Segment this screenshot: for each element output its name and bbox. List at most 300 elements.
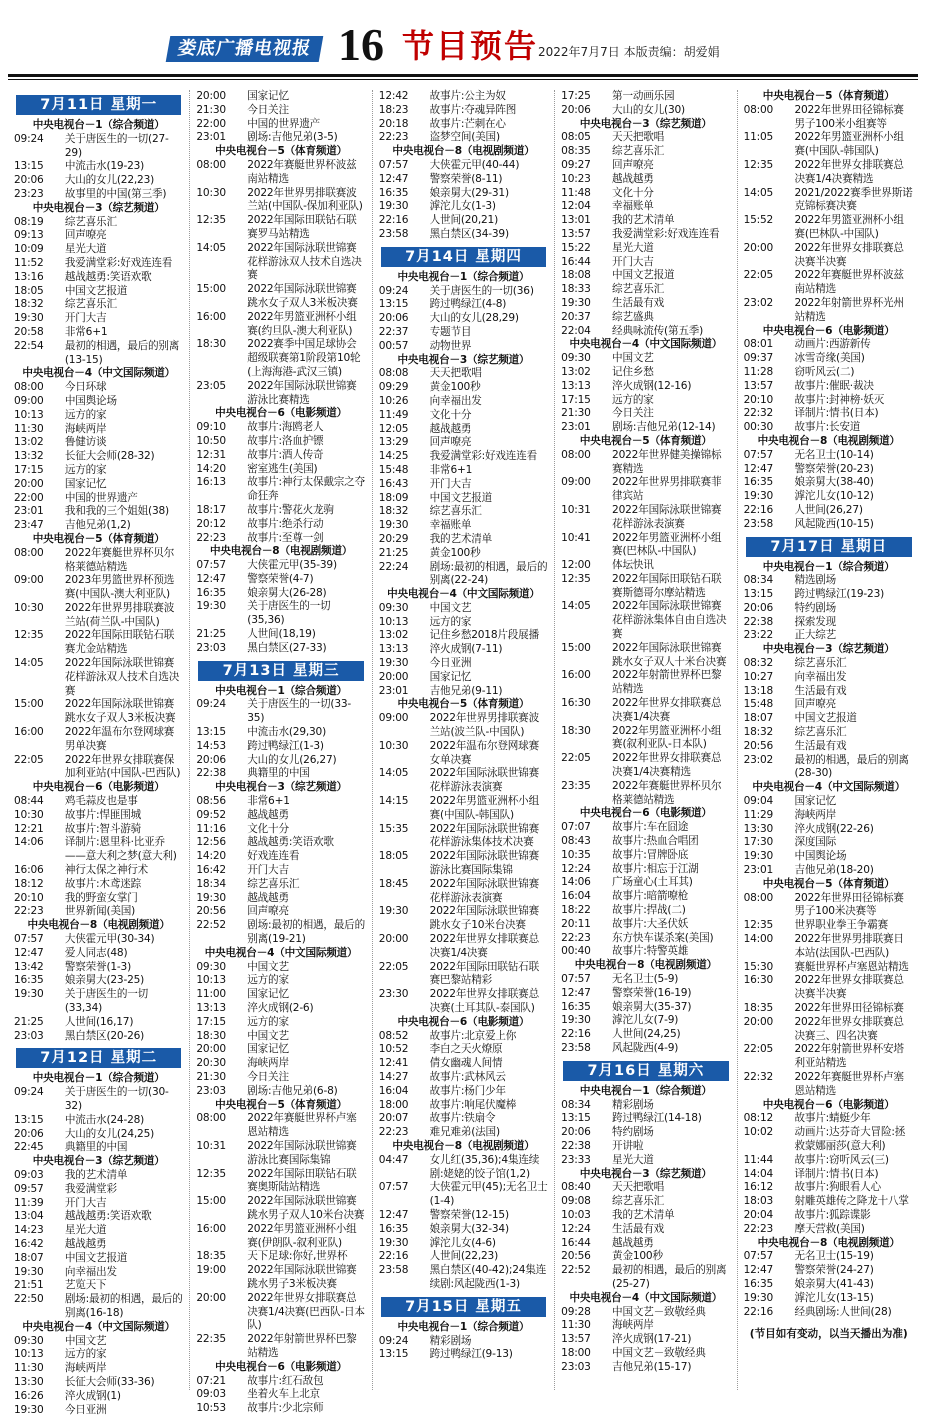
program-title: 故事片:大圣伏妖 xyxy=(612,917,689,930)
program-title: 无名卫士(15-19) xyxy=(794,1250,874,1263)
program-item xyxy=(561,131,730,145)
program-item xyxy=(379,1181,548,1209)
program-item xyxy=(561,669,730,697)
program-item xyxy=(744,864,914,878)
program-time: 08:00 xyxy=(14,546,44,559)
program-time: 07:57 xyxy=(14,933,44,946)
program-time: 15:48 xyxy=(743,698,774,711)
program-time: 22:16 xyxy=(378,1250,409,1263)
program-item xyxy=(14,961,183,975)
program-title: 大山的女儿(30) xyxy=(612,103,685,116)
program-title: 无名卫士(5-9) xyxy=(612,973,679,985)
program-title: 黑白禁区(27-33) xyxy=(247,641,327,654)
program-time: 12:47 xyxy=(378,1208,409,1221)
program-item xyxy=(196,1043,365,1057)
program-time: 12:35 xyxy=(561,572,591,585)
program-item xyxy=(379,173,548,187)
program-title: 剧场:吉他兄弟(6-8) xyxy=(247,1084,338,1097)
program-title: 回声嘹亮 xyxy=(429,436,472,449)
program-time: 11:44 xyxy=(743,1153,774,1166)
program-time: 11:05 xyxy=(743,131,774,144)
program-time: 08:00 xyxy=(196,1112,226,1125)
program-title: 越战越勇 xyxy=(247,891,289,904)
program-item xyxy=(196,518,365,532)
program-time: 20:11 xyxy=(561,917,591,930)
program-title: 我的艺术清单 xyxy=(64,1168,128,1181)
program-time: 10:31 xyxy=(196,1139,226,1152)
program-time: 16:04 xyxy=(378,1084,409,1097)
program-title: 远方的家 xyxy=(612,393,654,406)
program-item xyxy=(14,188,183,202)
program-item xyxy=(561,1042,730,1056)
program-item xyxy=(561,380,730,394)
program-title: 体坛快讯 xyxy=(612,559,654,572)
program-title: 中流击水(24-28) xyxy=(64,1113,145,1126)
program-item xyxy=(561,945,730,959)
program-title: 星光大道 xyxy=(612,241,654,254)
program-time: 20:00 xyxy=(196,90,226,102)
channel-heading: 中央电视台－5（体育频道） xyxy=(762,877,895,890)
program-item xyxy=(561,1319,730,1333)
program-time: 18:45 xyxy=(378,877,409,890)
program-title: 非常6+1 xyxy=(247,795,290,808)
program-title: 娘亲舅大(32-34) xyxy=(429,1222,509,1235)
program-item xyxy=(196,795,365,809)
program-time: 20:00 xyxy=(196,1291,226,1304)
program-time: 14:05 xyxy=(196,241,226,254)
program-time: 16:35 xyxy=(743,1277,774,1290)
program-title: 最初的相遇，最后的别离(25-27) xyxy=(612,1264,727,1290)
program-time: 20:10 xyxy=(743,393,774,406)
program-time: 18:07 xyxy=(14,1251,44,1264)
channel-heading: 中央电视台－4（中文国际频道） xyxy=(752,781,906,794)
program-title: 国家记忆 xyxy=(794,795,837,808)
program-time: 12:41 xyxy=(378,1057,409,1070)
program-item xyxy=(744,933,914,961)
program-title: 故事片:至尊一剑 xyxy=(247,531,324,544)
program-time: 13:02 xyxy=(14,436,44,449)
program-title: 开门大吉 xyxy=(64,1196,107,1209)
program-time: 14:05 xyxy=(14,657,44,670)
program-time: 15:00 xyxy=(561,641,591,654)
program-title: 故事片:红石敌包 xyxy=(247,1374,324,1387)
program-item xyxy=(561,104,730,118)
program-time: 22:23 xyxy=(378,1126,409,1139)
program-item xyxy=(561,228,730,242)
program-time: 08:01 xyxy=(743,338,774,351)
program-time: 20:00 xyxy=(378,670,409,683)
program-item xyxy=(744,809,914,823)
program-time: 11:30 xyxy=(561,1319,591,1332)
program-title: 2022年国际泳联世锦赛游泳比赛国际集锦 xyxy=(429,850,539,877)
program-title: 中流击水(19-23) xyxy=(64,160,145,173)
program-title: 精彩剧场 xyxy=(612,1098,654,1111)
program-item xyxy=(561,1237,730,1251)
program-time: 14:06 xyxy=(561,876,591,889)
program-title: 故事片:神行太保戴宗之夺命狂奔 xyxy=(247,476,365,503)
program-time: 12:42 xyxy=(378,90,409,102)
program-time: 22:16 xyxy=(561,1028,591,1041)
channel-heading: 中央电视台－1（综合频道） xyxy=(32,1072,165,1085)
program-item xyxy=(744,1209,914,1223)
program-item xyxy=(379,1264,548,1292)
program-title: 今日亚洲 xyxy=(429,657,472,670)
program-time: 12:24 xyxy=(561,862,591,875)
program-title: 经典剧场:人世间(28) xyxy=(794,1305,892,1318)
program-time: 23:01 xyxy=(743,864,774,877)
program-title: 故事片:智斗游骑 xyxy=(64,822,141,835)
program-time: 16:35 xyxy=(378,186,409,199)
program-time: 20:37 xyxy=(561,310,591,323)
program-time: 13:57 xyxy=(743,379,774,392)
program-item xyxy=(744,657,914,671)
program-item xyxy=(14,795,183,809)
program-time: 11:49 xyxy=(378,408,409,421)
program-title: 海峡两岸 xyxy=(64,1362,107,1375)
channel-heading: 中央电视台－3（综艺频道） xyxy=(215,781,348,794)
program-title: 人世间(26,27) xyxy=(794,503,863,516)
program-time: 15:30 xyxy=(743,960,774,973)
program-title: 大侠霍元甲(45);无名卫士(1-4) xyxy=(429,1181,548,1208)
schedule-columns xyxy=(8,90,920,1416)
program-title: 海峡两岸 xyxy=(64,422,107,435)
program-item xyxy=(196,823,365,837)
program-time: 12:35 xyxy=(743,919,774,932)
program-time: 22:32 xyxy=(743,407,774,420)
program-item xyxy=(14,340,183,368)
program-time: 09:00 xyxy=(378,712,409,725)
program-item xyxy=(196,919,365,947)
program-title: 我爱满堂彩:好戏连连看 xyxy=(64,256,173,269)
channel-heading: 中央电视台－4（中文国际频道） xyxy=(22,1320,176,1333)
program-title: 2022年男篮亚洲杯小组赛(巴林队-中国队) xyxy=(612,531,722,558)
program-time: 08:44 xyxy=(14,795,44,808)
program-title: 特约剧场 xyxy=(612,1126,654,1139)
program-title: 故事片:悍匪围城 xyxy=(64,808,141,821)
program-item xyxy=(14,823,183,837)
program-item xyxy=(379,104,548,118)
program-item xyxy=(196,1388,365,1402)
program-time: 08:19 xyxy=(14,215,44,228)
program-title: 风起陇西(10-15) xyxy=(794,517,874,530)
program-title: 2022年国际泳联世锦赛花样游泳集体技术决赛 xyxy=(429,822,539,849)
program-item xyxy=(196,1250,365,1264)
program-title: 广场童心(土耳其) xyxy=(612,876,693,889)
program-title: 文化十分 xyxy=(612,186,654,199)
program-time: 10:30 xyxy=(196,186,226,199)
program-item xyxy=(561,1028,730,1042)
program-item xyxy=(196,587,365,601)
program-time: 14:05 xyxy=(561,600,591,613)
program-time: 13:13 xyxy=(196,1002,226,1014)
program-item xyxy=(379,228,548,242)
program-title: 动物世界 xyxy=(429,339,472,352)
program-title: 故事片:封神榜·妖灭 xyxy=(794,393,885,406)
program-time: 15:00 xyxy=(196,1195,226,1208)
program-time: 16:00 xyxy=(561,669,591,682)
program-title: 2022年国际泳联世锦赛花样游泳双人技术自选决赛 xyxy=(64,657,180,697)
program-title: 滹沱儿女(1-3) xyxy=(429,200,496,213)
program-item xyxy=(379,436,548,450)
program-item xyxy=(14,450,183,464)
program-time: 13:57 xyxy=(561,1333,591,1346)
program-time: 16:35 xyxy=(14,974,44,987)
schedule-column xyxy=(190,90,372,1415)
program-time: 16:00 xyxy=(196,310,226,323)
program-item xyxy=(561,283,730,297)
program-item xyxy=(561,973,730,987)
program-time: 20:10 xyxy=(14,891,44,904)
channel-heading: 中央电视台－1（综合频道） xyxy=(579,1084,712,1097)
program-item xyxy=(196,311,365,339)
program-item xyxy=(379,1030,548,1044)
program-item xyxy=(196,476,365,504)
program-time: 22:23 xyxy=(196,531,226,544)
program-title: 2022年世界男排联赛日本站(法国队-巴西队) xyxy=(794,933,904,959)
program-item xyxy=(744,685,914,699)
program-item xyxy=(379,643,548,657)
program-time: 09:29 xyxy=(378,381,409,394)
program-title: 中国文艺报道 xyxy=(64,284,128,297)
program-item xyxy=(196,187,365,215)
program-item xyxy=(14,933,183,947)
program-title: 李白之天火燎原 xyxy=(429,1043,503,1056)
program-item xyxy=(196,1333,365,1361)
program-item xyxy=(196,214,365,242)
program-time: 11:30 xyxy=(14,422,44,435)
program-item xyxy=(14,326,183,340)
program-item xyxy=(196,463,365,477)
program-title: 2022年国际泳联世锦赛跳水女子双人十米台决赛 xyxy=(612,641,727,668)
program-title: 探索发现 xyxy=(794,615,837,628)
program-item xyxy=(196,1375,365,1389)
program-time: 14:15 xyxy=(378,795,409,808)
program-time: 20:00 xyxy=(743,241,774,254)
program-item xyxy=(14,423,183,437)
program-item xyxy=(744,159,914,187)
program-item xyxy=(196,1016,365,1030)
program-title: 中国舆论场 xyxy=(64,394,117,407)
program-time: 12:35 xyxy=(196,214,226,227)
program-time: 14:00 xyxy=(743,933,774,946)
program-title: 故事片:车在囧途 xyxy=(612,821,689,834)
program-item xyxy=(379,90,548,104)
program-title: 精彩剧场 xyxy=(429,1334,472,1347)
program-time: 19:30 xyxy=(196,600,226,613)
program-item xyxy=(744,463,914,477)
program-item xyxy=(196,435,365,449)
program-title: 故事片:芒刺在心 xyxy=(429,117,506,130)
program-item xyxy=(379,1112,548,1126)
program-item xyxy=(14,505,183,519)
program-item xyxy=(196,892,365,906)
program-time: 09:00 xyxy=(14,394,44,407)
program-time: 20:18 xyxy=(378,117,409,130)
program-time: 20:56 xyxy=(196,905,226,918)
program-title: 越战越勇 xyxy=(64,1237,107,1250)
program-item xyxy=(379,1099,548,1113)
program-item xyxy=(561,1112,730,1126)
program-time: 09:30 xyxy=(561,352,591,365)
program-title: 远方的家 xyxy=(64,1348,107,1361)
program-time: 19:00 xyxy=(196,1264,226,1277)
program-title: 黄金100秒 xyxy=(429,381,481,394)
program-item xyxy=(379,850,548,878)
program-time: 07:57 xyxy=(196,559,226,572)
program-item xyxy=(379,629,548,643)
program-title: 窃听风云(二) xyxy=(794,365,855,378)
page-number: 16 xyxy=(338,19,384,70)
program-item xyxy=(561,1181,730,1195)
program-title: 警察荣誉(20-23) xyxy=(794,462,874,475)
program-time: 13:15 xyxy=(378,298,409,311)
channel-heading: 中央电视台－5（体育频道） xyxy=(397,698,530,711)
program-title: 鸡毛蒜皮也是事 xyxy=(64,795,138,808)
program-time: 20:04 xyxy=(743,1208,774,1221)
program-title: 越战越勇 xyxy=(612,172,654,185)
program-time: 23:01 xyxy=(196,131,226,144)
program-title: 故事片:催眠·裁决 xyxy=(794,379,874,392)
channel-heading: 中央电视台－1（综合频道） xyxy=(397,1320,530,1333)
schedule-column xyxy=(555,90,737,1390)
program-title: 淬火成钢(1) xyxy=(64,1389,121,1402)
program-item xyxy=(196,726,365,740)
program-time: 22:37 xyxy=(378,325,409,338)
program-item xyxy=(14,836,183,864)
program-item xyxy=(14,657,183,698)
program-time: 21:25 xyxy=(378,546,409,559)
program-time: 20:12 xyxy=(196,517,226,530)
program-time: 23:58 xyxy=(561,1041,591,1054)
program-item xyxy=(196,90,365,104)
program-item xyxy=(14,1266,183,1280)
program-title: 黄金100秒 xyxy=(612,1250,663,1263)
program-time: 22:24 xyxy=(378,560,409,573)
program-item xyxy=(744,1306,914,1320)
program-item xyxy=(379,340,548,354)
program-item xyxy=(196,1140,365,1168)
program-item xyxy=(379,905,548,933)
program-item xyxy=(744,726,914,740)
program-item xyxy=(744,671,914,685)
program-item xyxy=(379,1209,548,1223)
program-title: 故事片:武林风云 xyxy=(429,1070,506,1083)
program-item xyxy=(14,160,183,174)
program-title: 越战越勇:笑语欢歌 xyxy=(64,1210,152,1223)
program-title: 译制片:恩里科·比亚乔——意大利之梦(意大利) xyxy=(64,836,177,863)
program-time: 13:42 xyxy=(14,960,44,973)
program-title: 2022年世界男排联赛菲律宾站 xyxy=(612,476,722,503)
program-time: 19:30 xyxy=(743,850,774,863)
program-title: 向幸福出发 xyxy=(794,670,847,683)
program-title: 长征大会师(28-32) xyxy=(64,450,155,463)
program-title: 故事片:酒人传奇 xyxy=(247,448,324,461)
program-title: 剧场:最初的相遇，最后的别离(22-24) xyxy=(429,560,548,587)
program-title: 故事片:暗箭嘹枪 xyxy=(612,890,689,903)
program-item xyxy=(379,409,548,423)
day-header: 7月15日 星期五 xyxy=(381,1297,546,1317)
program-item xyxy=(379,933,548,961)
program-time: 09:04 xyxy=(743,795,774,808)
program-title: 星光大道 xyxy=(612,1153,654,1166)
program-time: 15:48 xyxy=(378,463,409,476)
program-time: 23:03 xyxy=(14,1029,44,1042)
channel-heading: 中央电视台－6（电影频道） xyxy=(215,1360,348,1373)
program-title: 2022年国际田联钻石联赛奥斯陆站精选 xyxy=(247,1167,357,1194)
program-title: 2022年世界女排联赛总决赛半决赛 xyxy=(794,241,904,268)
program-time: 12:31 xyxy=(196,448,226,461)
program-item xyxy=(196,754,365,768)
program-title: 2022年世界男排联赛波兰站(荷兰队-中国队) xyxy=(64,601,175,628)
program-item xyxy=(561,394,730,408)
program-item xyxy=(561,242,730,256)
program-title: 黄金100秒 xyxy=(429,546,481,559)
channel-heading: 中央电视台－4（中文国际频道） xyxy=(569,338,723,351)
program-time: 14:25 xyxy=(378,450,409,463)
program-item xyxy=(196,698,365,726)
program-title: 越战越勇:笑语欢歌 xyxy=(64,270,152,283)
program-title: 今日关注 xyxy=(247,1070,289,1083)
program-title: 越战越勇 xyxy=(612,1236,654,1249)
program-item xyxy=(561,752,730,780)
program-item xyxy=(379,200,548,214)
program-item xyxy=(744,588,914,602)
program-title: 2022年国际泳联世锦赛花样游泳双人技术自选决赛 xyxy=(247,241,362,282)
program-item xyxy=(561,559,730,573)
program-time: 13:13 xyxy=(561,379,591,392)
program-time: 18:32 xyxy=(378,505,409,518)
program-item xyxy=(561,504,730,532)
program-time: 18:30 xyxy=(196,338,226,351)
program-item xyxy=(14,409,183,423)
program-time: 11:16 xyxy=(196,822,226,835)
program-item xyxy=(14,1348,183,1362)
program-title: 大山的女儿(24,25) xyxy=(64,1127,155,1140)
program-title: 开门大吉 xyxy=(612,255,654,268)
program-time: 23:58 xyxy=(378,1264,409,1277)
program-time: 22:04 xyxy=(561,324,591,337)
program-item xyxy=(379,547,548,561)
program-item xyxy=(379,712,548,740)
program-item xyxy=(14,754,183,782)
program-item xyxy=(379,367,548,381)
program-time: 19:30 xyxy=(14,1403,44,1416)
program-item xyxy=(561,1361,730,1375)
program-item xyxy=(14,809,183,823)
program-title: 非常6+1 xyxy=(64,325,108,338)
program-time: 12:35 xyxy=(196,1167,226,1180)
program-time: 14:23 xyxy=(14,1224,44,1237)
program-item xyxy=(744,974,914,1002)
program-title: 大山的女儿(28,29) xyxy=(429,312,519,325)
program-time: 20:00 xyxy=(378,933,409,946)
program-time: 23:30 xyxy=(378,988,409,1001)
program-title: 中国文艺 xyxy=(612,352,654,365)
program-time: 23:47 xyxy=(14,519,44,532)
program-item xyxy=(561,1333,730,1347)
program-item xyxy=(379,1335,548,1349)
program-item xyxy=(196,864,365,878)
program-time: 13:02 xyxy=(561,365,591,378)
program-title: 动画片:西游新传 xyxy=(794,338,871,351)
program-item xyxy=(196,573,365,587)
program-time: 00:40 xyxy=(561,945,591,958)
program-time: 09:00 xyxy=(14,574,44,587)
program-item xyxy=(196,1195,365,1223)
program-item xyxy=(196,878,365,892)
program-item xyxy=(379,1348,548,1362)
program-time: 20:56 xyxy=(561,1250,591,1263)
